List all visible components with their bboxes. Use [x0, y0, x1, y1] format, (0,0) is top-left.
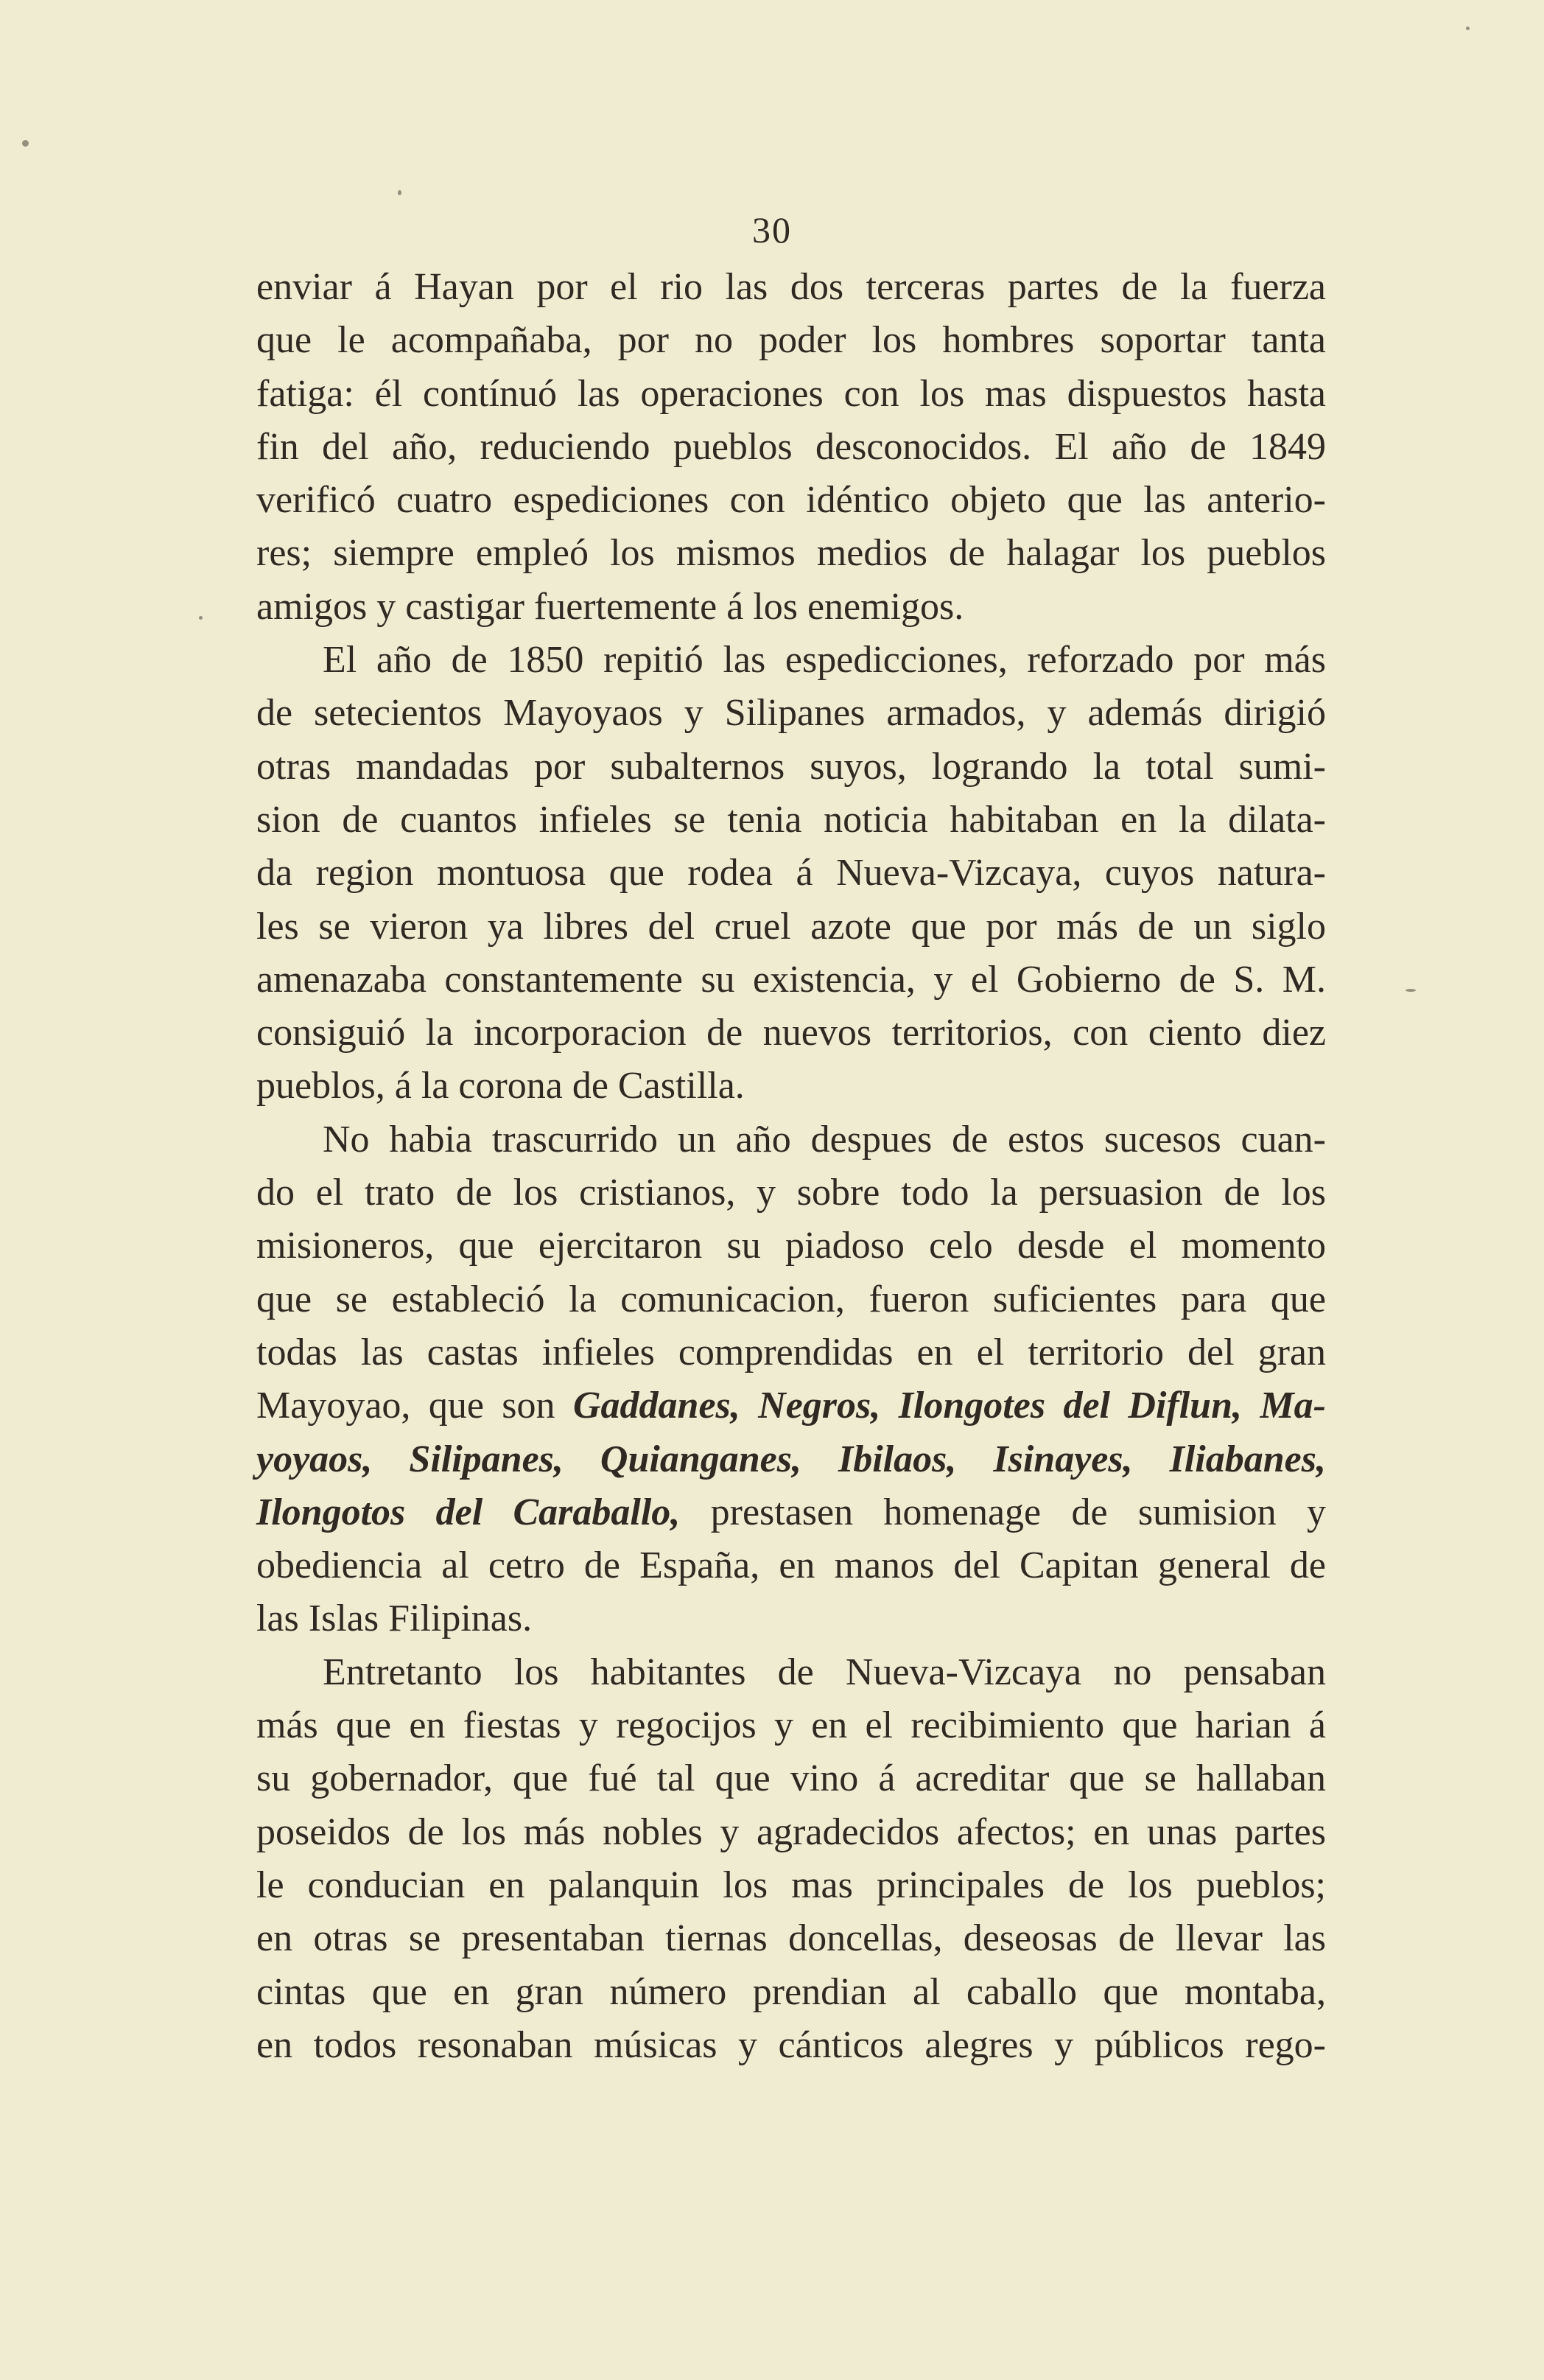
text-line — [256, 1433, 1326, 1486]
text-line: fin del año, reduciendo pueblos desconocidos. El año de 1849 — [256, 425, 1326, 468]
tribe-names: Ilongotos del Caraballo, — [256, 1491, 681, 1533]
text-line: sion de cuantos infieles se tenia noticia habitaban en la dilata- — [256, 798, 1326, 841]
text-line: do el trato de los cristianos, y sobre todo la persuasion de los — [256, 1172, 1326, 1214]
text-line: amigos y castigar fuertemente á los enemigos. — [256, 585, 964, 628]
text-line: de setecientos Mayoyaos y Silipanes armados, y además dirigió — [256, 692, 1326, 735]
text-line: les se vieron ya libres del cruel azote que por más de un siglo — [256, 905, 1326, 948]
text-line — [256, 1379, 1326, 1432]
text-line: en otras se presentaban tiernas doncellas, deseosas de llevar las — [256, 1917, 1326, 1960]
text-line: cintas que en gran número prendian al caballo que montaba, — [256, 1970, 1326, 2013]
paper-speck — [199, 616, 203, 620]
text-line: consiguió la incorporacion de nuevos territorios, con ciento diez — [256, 1012, 1326, 1054]
text-line: amenazaba constantemente su existencia, y el Gobierno de S. M. — [256, 958, 1326, 1001]
text-line: le conducian en palanquin los mas principales de los pueblos; — [256, 1863, 1326, 1906]
text-line: Entretanto los habitantes de Nueva-Vizcaya no pensaban — [323, 1651, 1326, 1693]
text-line: da region montuosa que rodea á Nueva-Vizcaya, cuyos natura- — [256, 852, 1326, 895]
text-line: más que en fiestas y regocijos y en el recibimiento que harian á — [256, 1704, 1326, 1747]
text-line: que se estableció la comunicacion, fueron suficientes para que — [256, 1278, 1326, 1320]
paragraph-1 — [256, 261, 1326, 634]
text-line: pueblos, á la corona de Castilla. — [256, 1065, 745, 1107]
text-line: poseidos de los más nobles y agradecidos afectos; en unas partes — [256, 1810, 1326, 1853]
text-line — [256, 1486, 1326, 1539]
paragraph-4 — [256, 1646, 1326, 2072]
text-line: las Islas Filipinas. — [256, 1597, 533, 1640]
text-line: que le acompañaba, por no poder los hombres soportar tanta — [256, 319, 1326, 362]
text-fragment: prestasen homenage de sumision y — [710, 1491, 1326, 1533]
paragraph-3 — [256, 1113, 1326, 1646]
text-line: misioneros, que ejercitaron su piadoso celo desde el momento — [256, 1225, 1326, 1267]
text-line: obediencia al cetro de España, en manos del Capitan general de — [256, 1544, 1326, 1587]
text-line: enviar á Hayan por el rio las dos terceras partes de la fuerza — [256, 266, 1326, 308]
text-line: res; siempre empleó los mismos medios de halagar los pueblos — [256, 532, 1326, 575]
paper-speck — [1466, 27, 1470, 30]
text-fragment: Mayoyao, que son — [256, 1385, 555, 1427]
paper-speck — [1406, 989, 1416, 992]
text-line: No habia trascurrido un año despues de estos sucesos cuan- — [323, 1118, 1326, 1161]
paper-speck — [398, 190, 401, 195]
text-line: El año de 1850 repitió las espedicciones, reforzado por más — [323, 639, 1326, 682]
text-line: su gobernador, que fué tal que vino á acreditar que se hallaban — [256, 1757, 1326, 1800]
paragraph-2 — [256, 634, 1326, 1113]
page-number: 30 — [752, 209, 792, 251]
paper-speck — [22, 140, 29, 147]
tribe-names: Gaddanes, Negros, Ilongotes del Diflun, Ma- — [572, 1385, 1326, 1427]
text-line: verificó cuatro espediciones con idéntico objeto que las anterio- — [256, 479, 1326, 522]
text-line: en todos resonaban músicas y cánticos alegres y públicos rego- — [256, 2023, 1326, 2066]
tribe-names: yoyaos, Silipanes, Quianganes, Ibilaos, Isinayes, Iliabanes, — [256, 1438, 1326, 1480]
text-line: otras mandadas por subalternos suyos, logrando la total sumi- — [256, 745, 1326, 788]
body-text — [256, 261, 1326, 2072]
text-line: todas las castas infieles comprendidas en el territorio del gran — [256, 1331, 1326, 1373]
text-line: fatiga: él contínuó las operaciones con los mas dispuestos hasta — [256, 372, 1326, 415]
